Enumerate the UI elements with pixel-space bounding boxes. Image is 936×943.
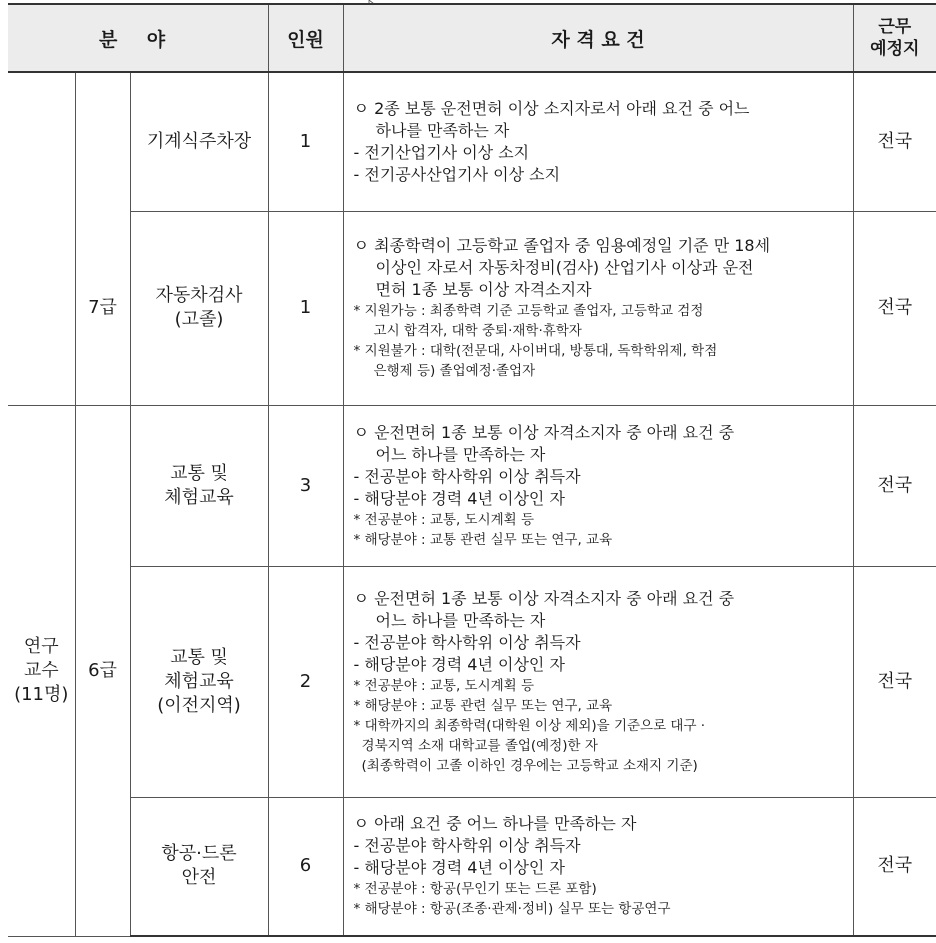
requirement-note: * 전공분야 : 교통, 도시계획 등 [353, 511, 535, 528]
location-value: 전국 [877, 130, 913, 152]
requirement-line: ㅇ 아래 요건 중 어느 하나를 만족하는 자 [353, 814, 637, 834]
requirements-cell [343, 566, 853, 797]
requirements-cell [343, 211, 853, 405]
field-label: 교통 및 [170, 646, 228, 668]
requirement-note: * 지원가능 : 최종학력 기준 고등학교 졸업자, 고등학교 검정 [353, 303, 704, 319]
requirement-line: 어느 하나를 만족하는 자 [375, 610, 546, 630]
field-label: 자동차검사 [155, 285, 243, 306]
header-location-line2: 예정지 [870, 39, 920, 59]
table-row [8, 405, 936, 566]
location-cell [853, 405, 936, 566]
header-location [853, 4, 936, 72]
header-requirements-label: 자 격 요 건 [551, 28, 645, 51]
location-value: 전국 [877, 474, 913, 496]
requirement-note: * 지원불가 : 대학(전문대, 사이버대, 방통대, 독학학위제, 학점 [353, 343, 718, 359]
field-label: (이전지역) [157, 694, 241, 716]
grade-label: 7급 [88, 296, 117, 318]
count-value: 2 [299, 670, 312, 692]
requirements-cell [343, 797, 853, 936]
header-count [268, 4, 343, 72]
requirement-line: 이상인 자로서 자동차정비(검사) 산업기사 이상과 운전 [375, 258, 754, 277]
location-value: 전국 [877, 297, 913, 318]
field-cell [130, 405, 268, 566]
requirement-line: 어느 하나를 만족하는 자 [375, 444, 546, 464]
count-cell [268, 211, 343, 405]
location-cell [853, 72, 936, 211]
requirement-note: * 해당분야 : 항공(조종·관제·정비) 실무 또는 항공연구 [353, 901, 671, 918]
category-label: 교수 [23, 659, 59, 681]
requirement-line: ㅇ 운전면허 1종 보통 이상 자격소지자 중 아래 요건 중 [353, 588, 735, 608]
requirements-cell [343, 405, 853, 566]
requirement-line: ㅇ 최종학력이 고등학교 졸업자 중 임용예정일 기준 만 18세 [353, 236, 771, 255]
requirement-note: * 해당분야 : 교통 관련 실무 또는 연구, 교육 [353, 697, 613, 714]
requirement-line: - 전공분야 학사학위 이상 취득자 [353, 466, 581, 486]
count-value: 1 [299, 130, 312, 152]
field-label: 기계식주차장 [146, 130, 252, 152]
requirements-cell [343, 72, 853, 211]
grade-cell-blank [75, 72, 130, 211]
field-label: 교통 및 [170, 462, 228, 484]
field-cell [130, 797, 268, 936]
table-row [8, 211, 936, 405]
requirement-note: (최종학력이 고졸 이하인 경우에는 고등학교 소재지 기준) [361, 757, 698, 774]
count-cell [268, 566, 343, 797]
requirement-line: ㅇ 2종 보통 운전면허 이상 소지자로서 아래 요건 중 어느 [353, 98, 750, 118]
location-value: 전국 [877, 670, 913, 692]
category-cell-blank [8, 72, 75, 405]
recruitment-table [8, 3, 936, 937]
count-cell [268, 797, 343, 936]
requirement-line: ㅇ 운전면허 1종 보통 이상 자격소지자 중 아래 요건 중 [353, 422, 735, 442]
field-label: 항공·드론 [161, 843, 237, 865]
field-label: 안전 [181, 867, 217, 889]
grade-cell [75, 211, 130, 405]
header-field-label: 분 야 [99, 28, 177, 51]
requirement-line: 면허 1종 보통 이상 자격소지자 [375, 280, 592, 299]
table-row [8, 566, 936, 797]
header-requirements [343, 4, 853, 72]
header-count-label: 인원 [287, 28, 324, 51]
requirement-note: * 해당분야 : 교통 관련 실무 또는 연구, 교육 [353, 531, 613, 548]
requirement-note: 은행제 등) 졸업예정·졸업자 [373, 363, 536, 379]
field-label: 체험교육 [164, 486, 234, 508]
count-value: 1 [299, 297, 312, 318]
requirement-note: * 전공분야 : 항공(무인기 또는 드론 포함) [353, 881, 597, 898]
location-cell [853, 211, 936, 405]
table-header-row [8, 4, 936, 72]
requirement-note: 경북지역 소재 대학교를 졸업(예정)한 자 [361, 737, 598, 754]
field-cell [130, 211, 268, 405]
requirement-note: 고시 합격자, 대학 중퇴·재학·휴학자 [373, 323, 582, 339]
requirement-line: - 전공분야 학사학위 이상 취득자 [353, 836, 581, 856]
category-label: (11명) [14, 683, 69, 705]
field-label: (고졸) [174, 309, 224, 330]
count-cell [268, 405, 343, 566]
requirement-line: - 전공분야 학사학위 이상 취득자 [353, 632, 581, 652]
requirement-line: 하나를 만족하는 자 [375, 120, 510, 140]
requirement-line: - 해당분야 경력 4년 이상인 자 [353, 488, 565, 508]
field-label: 체험교육 [164, 670, 234, 692]
requirement-line: - 전기산업기사 이상 소지 [353, 142, 530, 162]
category-cell [8, 405, 75, 936]
requirement-line: - 전기공사산업기사 이상 소지 [353, 164, 561, 184]
grade-label: 6급 [88, 659, 117, 681]
field-cell [130, 72, 268, 211]
location-value: 전국 [877, 855, 913, 877]
header-location-line1: 근무 [878, 17, 912, 37]
requirement-line: - 해당분야 경력 4년 이상인 자 [353, 858, 565, 878]
grade-cell [75, 405, 130, 936]
location-cell [853, 566, 936, 797]
requirement-line: - 해당분야 경력 4년 이상인 자 [353, 654, 565, 674]
table-row [8, 797, 936, 936]
count-cell [268, 72, 343, 211]
requirement-note: * 대학까지의 최종학력(대학원 이상 제외)을 기준으로 대구 · [353, 717, 706, 734]
count-value: 3 [299, 474, 312, 496]
location-cell [853, 797, 936, 936]
count-value: 6 [299, 855, 312, 877]
category-label: 연구 [23, 635, 59, 657]
field-cell [130, 566, 268, 797]
requirement-note: * 전공분야 : 교통, 도시계획 등 [353, 677, 535, 694]
table-row [8, 72, 936, 211]
header-field [8, 4, 268, 72]
